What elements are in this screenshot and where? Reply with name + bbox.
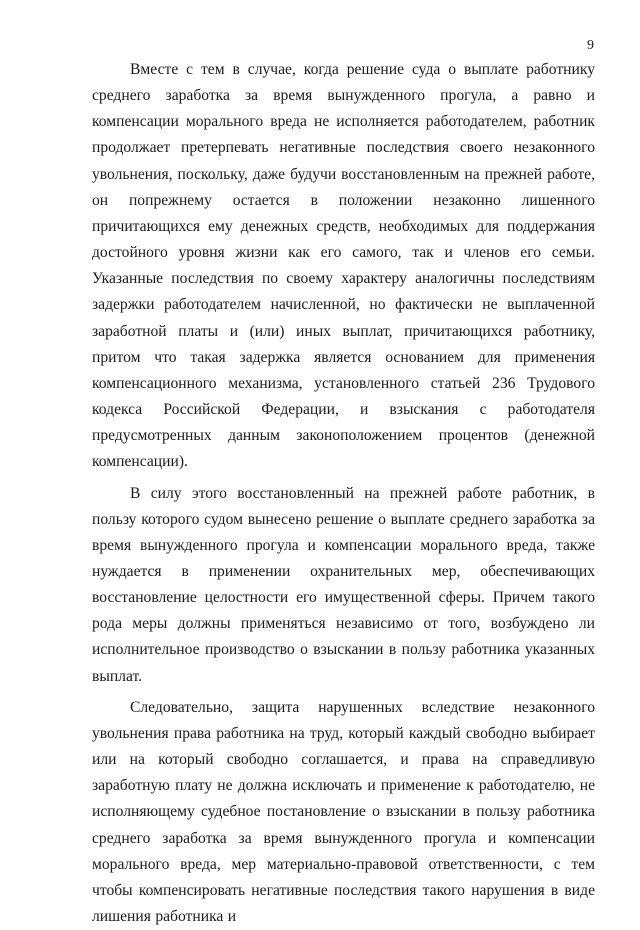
paragraph: В силу этого восстановленный на прежней работе работник, в пользу которого судом вынесено решение о выплате среднего заработка за время вынужденного прогула и компенсации морального вреда, также нуждается в применении охранительных мер, обеспечивающих восстановление целостности его имущественной сферы. Причем такого рода меры должны применяться независимо от того, возбуждено ли исполнительное производство о взыскании в пользу работника указанных выплат.: [92, 484, 595, 685]
paragraph: Вместе с тем в случае, когда решение суда о выплате работнику среднего заработка за время вынужденного прогула, а равно и компенсации морального вреда не исполняется работодателем, работник продолжает претерпевать негативные последствия своего незаконного увольнения, поскольку, даже будучи восстановленным на прежней работе, он попрежнему остается в положении незаконно лишенного причитающихся ему денежных средств, необходимых для поддержания достойного уровня жизни как его самого, так и членов его семьи. Указанные последствия по своему характеру аналогичны последствиям задержки работодателем начисленной, но фактически не выплаченной заработной платы и (или) иных выплат, причитающихся работнику, притом что такая задержка является основанием для применения компенсационного механизма, установленного статьей 236 Трудового кодекса Российской Федерации, и взыскания с работодателя предусмотренных данным законоположением процентов (денежной компенсации).: [92, 61, 595, 471]
page-number: 9: [587, 38, 594, 53]
body-text: [92, 57, 595, 930]
paragraph: Следовательно, защита нарушенных вследствие незаконного увольнения права работника на труд, который каждый свободно выбирает или на который свободно соглашается, и права на справедливую заработную плату не должна исключать и применение к работодателю, не исполняющему судебное постановление о взыскании в пользу работника среднего заработка за время вынужденного прогула и компенсации морального вреда, мер материально-правовой ответственности, с тем чтобы компенсировать негативные последствия такого нарушения в виде лишения работника и: [92, 698, 595, 925]
